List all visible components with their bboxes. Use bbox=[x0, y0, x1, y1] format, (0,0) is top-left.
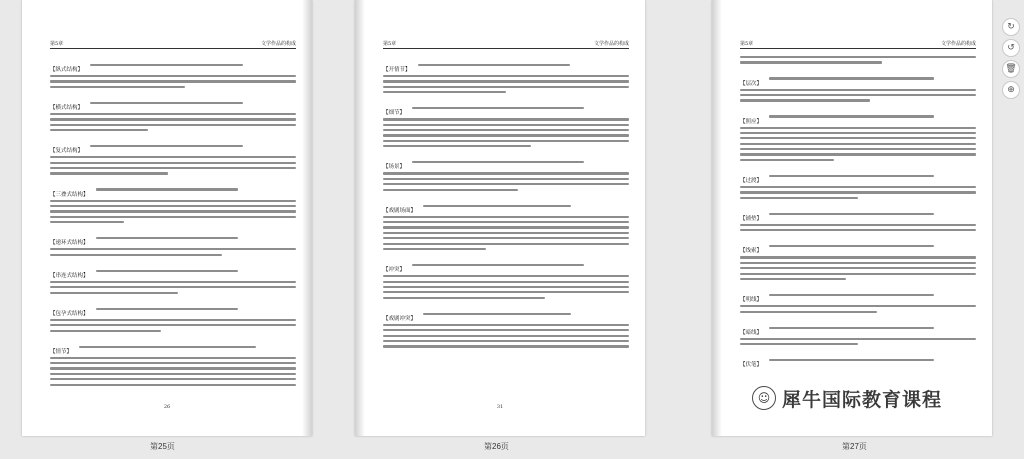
paragraph bbox=[50, 300, 296, 332]
page-header bbox=[383, 38, 629, 49]
header-left: 第5章 bbox=[383, 41, 397, 47]
paragraph bbox=[50, 338, 296, 386]
term-heading: 【线索】 bbox=[740, 248, 763, 255]
term-heading: 【细节】 bbox=[383, 110, 406, 117]
watermark-text: 犀牛国际教育课程 bbox=[782, 388, 943, 411]
paragraph bbox=[740, 70, 976, 102]
page-content bbox=[712, 0, 992, 436]
header-left: 第5章 bbox=[740, 41, 754, 47]
page-thumbnail-26[interactable] bbox=[355, 0, 645, 436]
term-heading: 【戏剧冲突】 bbox=[383, 315, 417, 322]
term-heading: 【戏剧场面】 bbox=[383, 207, 417, 214]
page-thumbnail-27[interactable] bbox=[712, 0, 992, 436]
paragraph bbox=[740, 56, 976, 64]
term-heading: 【场景】 bbox=[383, 164, 406, 171]
term-heading: 【冲突】 bbox=[383, 267, 406, 274]
term-heading: 【递环式结构】 bbox=[50, 240, 89, 247]
page-header bbox=[740, 38, 976, 49]
paragraph bbox=[740, 286, 976, 313]
term-heading: 【串连式结构】 bbox=[50, 272, 89, 279]
wechat-logo-icon: ☺ bbox=[752, 386, 776, 410]
page-label-26[interactable]: 第26页 bbox=[484, 442, 509, 451]
page-label-27[interactable]: 第27页 bbox=[842, 442, 867, 451]
paragraph bbox=[740, 319, 976, 346]
header-left: 第5章 bbox=[50, 41, 64, 47]
page-header bbox=[50, 38, 296, 49]
page-body bbox=[383, 56, 629, 408]
zoom-in-icon[interactable]: ⊕ bbox=[1002, 81, 1020, 99]
term-heading: 【三叠式结构】 bbox=[50, 191, 89, 198]
page-label-25[interactable]: 第25页 bbox=[150, 442, 175, 451]
page-content bbox=[22, 0, 312, 436]
term-heading: 【纵式结构】 bbox=[50, 67, 84, 73]
page-number: 31 bbox=[496, 404, 504, 410]
header-right: 文学作品的构成 bbox=[940, 41, 976, 47]
term-heading: 【明线】 bbox=[740, 297, 763, 304]
header-right: 文学作品的构成 bbox=[593, 41, 629, 47]
term-heading: 【照应】 bbox=[740, 118, 763, 125]
page-number: 26 bbox=[163, 404, 171, 410]
rotate-cw-icon[interactable]: ↻ bbox=[1002, 18, 1020, 36]
rotate-ccw-icon[interactable]: ↺ bbox=[1002, 39, 1020, 57]
term-heading: 【铺垫】 bbox=[740, 215, 763, 222]
paragraph bbox=[740, 108, 976, 161]
term-heading: 【情节】 bbox=[50, 348, 73, 355]
page-body bbox=[740, 56, 976, 408]
term-heading: 【开情节】 bbox=[383, 67, 411, 73]
watermark bbox=[746, 378, 992, 418]
binding-shadow bbox=[302, 0, 312, 436]
paragraph bbox=[383, 197, 629, 250]
paragraph bbox=[383, 153, 629, 190]
paragraph bbox=[50, 181, 296, 224]
delete-icon[interactable]: 🗑 bbox=[1002, 60, 1020, 78]
binding-shadow bbox=[712, 0, 722, 436]
paragraph bbox=[383, 256, 629, 299]
paragraph bbox=[740, 351, 976, 370]
paragraph bbox=[383, 305, 629, 348]
term-heading: 【复式结构】 bbox=[50, 148, 84, 155]
paragraph bbox=[50, 94, 296, 131]
term-heading: 【包孕式结构】 bbox=[50, 310, 89, 317]
page-content bbox=[355, 0, 645, 436]
paragraph bbox=[50, 56, 296, 88]
paragraph bbox=[383, 99, 629, 147]
paragraph bbox=[50, 262, 296, 294]
term-heading: 【暗线】 bbox=[740, 329, 763, 336]
page-thumbnail-25[interactable] bbox=[22, 0, 312, 436]
term-heading: 【横式结构】 bbox=[50, 104, 84, 111]
page-body bbox=[50, 56, 296, 408]
term-heading: 【层次】 bbox=[740, 80, 763, 87]
page-toolbar bbox=[1002, 18, 1020, 99]
term-heading: 【伏笔】 bbox=[740, 362, 763, 369]
binding-shadow bbox=[355, 0, 365, 436]
paragraph bbox=[740, 237, 976, 280]
term-heading: 【过渡】 bbox=[740, 177, 763, 184]
paragraph bbox=[740, 167, 976, 199]
paragraph bbox=[740, 205, 976, 232]
header-right: 文学作品的构成 bbox=[260, 41, 296, 47]
paragraph bbox=[50, 137, 296, 174]
paragraph bbox=[50, 229, 296, 256]
paragraph bbox=[383, 56, 629, 93]
